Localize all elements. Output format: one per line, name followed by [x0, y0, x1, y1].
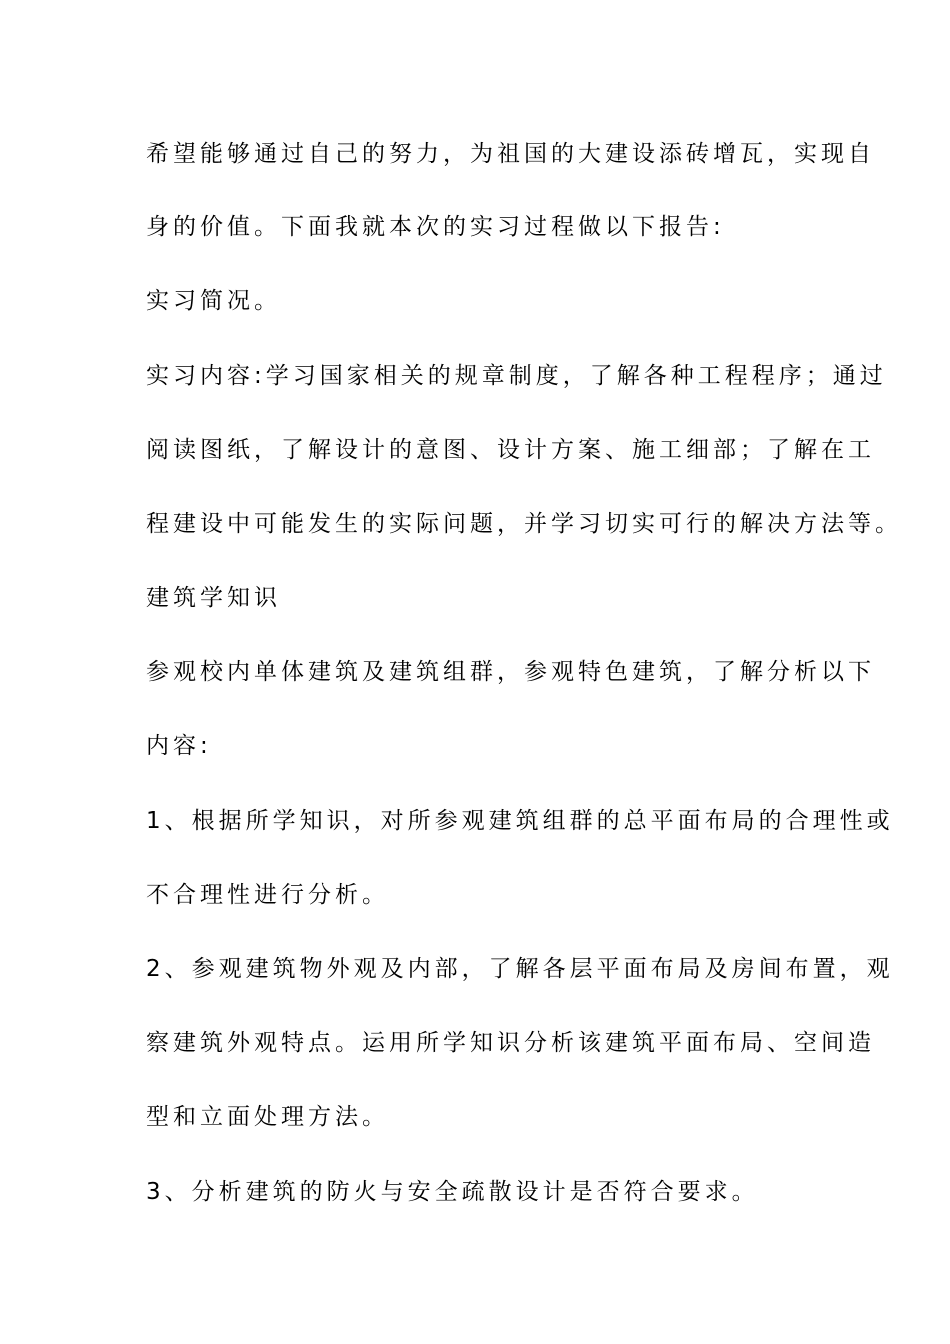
paragraph-line: 参观校内单体建筑及建筑组群，参观特色建筑，了解分析以下 [146, 659, 875, 685]
paragraph-line: 希望能够通过自己的努力，为祖国的大建设添砖增瓦，实现自 [146, 141, 875, 167]
paragraph-line: 程建设中可能发生的实际问题，并学习切实可行的解决方法等。 [146, 511, 902, 537]
list-item-line: 3、分析建筑的防火与安全疏散设计是否符合要求。 [146, 1179, 759, 1205]
paragraph-line: 内容: [146, 733, 212, 759]
list-item-line: 2、参观建筑物外观及内部，了解各层平面布局及房间布置，观 [146, 956, 894, 982]
paragraph-line: 阅读图纸，了解设计的意图、设计方案、施工细部；了解在工 [146, 437, 875, 463]
list-item-line: 1、根据所学知识，对所参观建筑组群的总平面布局的合理性或 [146, 808, 894, 834]
list-item-line: 察建筑外观特点。运用所学知识分析该建筑平面布局、空间造 [146, 1030, 875, 1056]
paragraph-line: 身的价值。下面我就本次的实习过程做以下报告: [146, 214, 725, 240]
list-item-line: 不合理性进行分析。 [146, 882, 389, 908]
list-item-line: 型和立面处理方法。 [146, 1104, 389, 1130]
section-heading: 实习简况。 [146, 288, 281, 314]
paragraph-line: 实习内容:学习国家相关的规章制度，了解各种工程程序；通过 [146, 363, 887, 389]
section-heading: 建筑学知识 [146, 585, 281, 611]
